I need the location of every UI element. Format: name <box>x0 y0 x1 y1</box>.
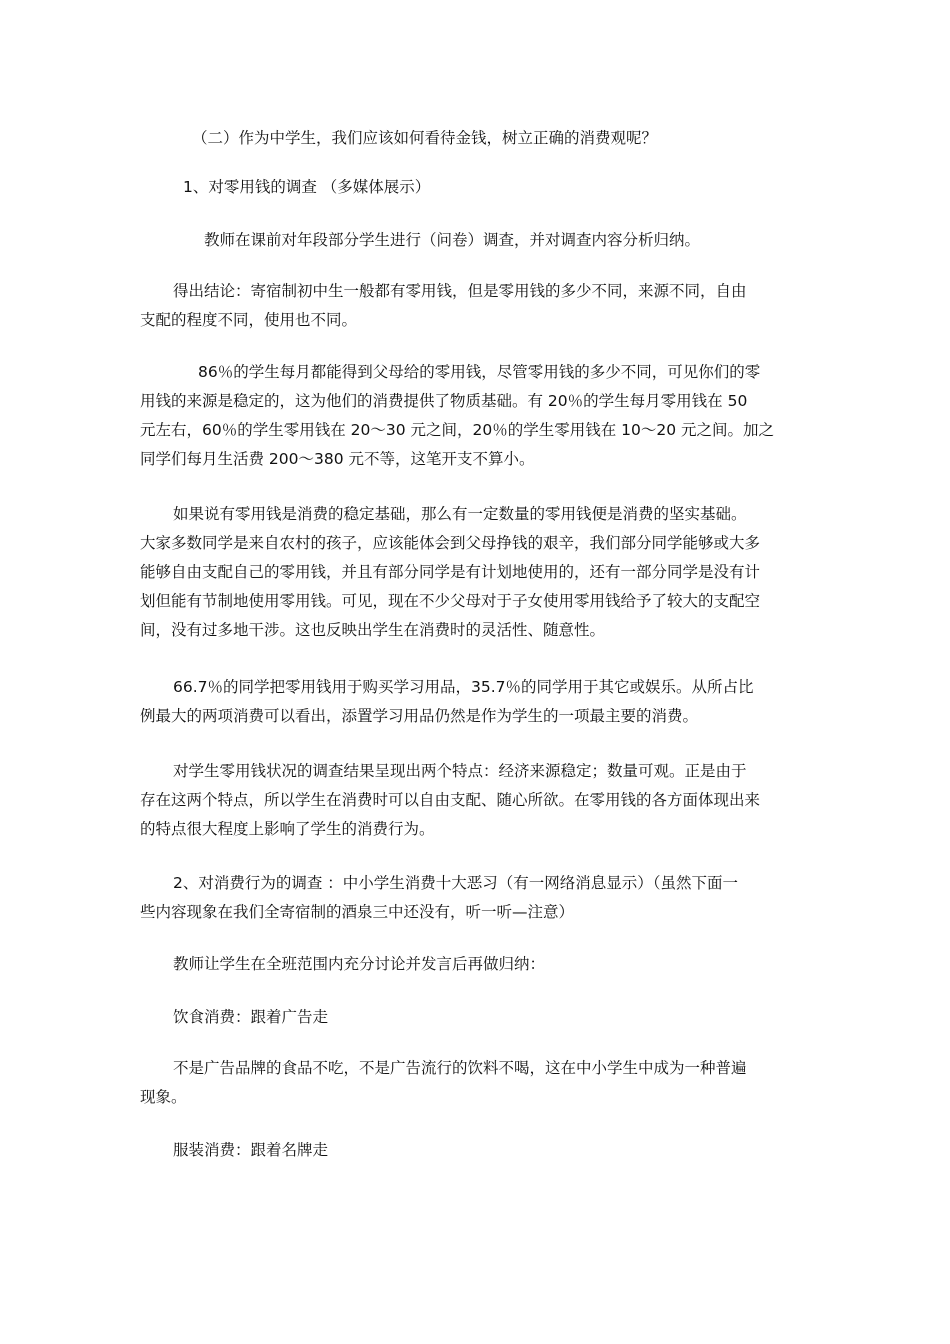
section-heading <box>192 124 862 153</box>
teacher-discuss-text: 教师让学生在全班范围内充分讨论并发言后再做归纳： <box>173 955 546 973</box>
paragraph-teacher-survey <box>204 226 874 255</box>
stats1-line: 元左右，60％的学生零用钱在 20～30 元之间，20％的学生零用钱在 10～20 元之间。加之 <box>140 421 775 439</box>
paragraph-features <box>140 757 810 844</box>
item2-line: 些内容现象在我们全寄宿制的酒泉三中还没有，听一听—注意） <box>140 903 575 921</box>
stats2-line: 66.7％的同学把零用钱用于购买学习用品，35.7％的同学用于其它或娱乐。从所占比 <box>173 678 754 696</box>
paragraph-foundation <box>140 500 810 645</box>
clothing-title <box>140 1136 810 1165</box>
clothing-title-text: 服装消费：跟着名牌走 <box>173 1141 329 1159</box>
item1-title <box>183 173 853 202</box>
features-line: 存在这两个特点，所以学生在消费时可以自由支配、随心所欲。在零用钱的各方面体现出来 <box>140 791 761 809</box>
foundation-line: 划但能有节制地使用零用钱。可见，现在不少父母对于子女使用零用钱给予了较大的支配空 <box>140 592 761 610</box>
food-line: 不是广告品牌的食品不吃，不是广告流行的饮料不喝，这在中小学生中成为一种普遍 <box>173 1059 747 1077</box>
conclusion-line: 支配的程度不同，使用也不同。 <box>140 311 358 329</box>
stats2-line: 例最大的两项消费可以看出，添置学习用品仍然是作为学生的一项最主要的消费。 <box>140 707 699 725</box>
paragraph-teacher-discuss <box>140 950 810 979</box>
item2-line: 2、对消费行为的调查 ：中小学生消费十大恶习（有一网络消息显示）（虽然下面一 <box>173 874 739 892</box>
food-line: 现象。 <box>140 1088 187 1106</box>
stats1-line: 86％的学生每月都能得到父母给的零用钱，尽管零用钱的多少不同，可见你们的零 <box>198 363 761 381</box>
paragraph-conclusion <box>140 277 810 335</box>
conclusion-line: 得出结论：寄宿制初中生一般都有零用钱，但是零用钱的多少不同，来源不同，自由 <box>173 282 747 300</box>
food-title <box>140 1003 810 1032</box>
foundation-line: 间，没有过多地干涉。这也反映出学生在消费时的灵活性、随意性。 <box>140 621 606 639</box>
foundation-line: 如果说有零用钱是消费的稳定基础，那么有一定数量的零用钱便是消费的坚实基础。 <box>173 505 747 523</box>
paragraph-stats-1 <box>140 358 810 474</box>
item1-title-text: 1、对零用钱的调查 （多媒体展示） <box>183 178 431 196</box>
stats1-line: 用钱的来源是稳定的，这为他们的消费提供了物质基础。有 20％的学生每月零用钱在 50 <box>140 392 748 410</box>
foundation-line: 大家多数同学是来自农村的孩子，应该能体会到父母挣钱的艰辛，我们部分同学能够或大多 <box>140 534 761 552</box>
teacher-survey-text: 教师在课前对年段部分学生进行（问卷）调查，并对调查内容分析归纳。 <box>204 231 701 249</box>
foundation-line: 能够自由支配自己的零用钱，并且有部分同学是有计划地使用的，还有一部分同学是没有计 <box>140 563 761 581</box>
item2-paragraph <box>140 869 810 927</box>
features-line: 对学生零用钱状况的调查结果呈现出两个特点：经济来源稳定；数量可观。正是由于 <box>173 762 747 780</box>
section-heading-text: （二）作为中学生，我们应该如何看待金钱，树立正确的消费观呢？ <box>192 129 658 147</box>
paragraph-food <box>140 1054 810 1112</box>
features-line: 的特点很大程度上影响了学生的消费行为。 <box>140 820 435 838</box>
paragraph-stats-2 <box>140 673 810 731</box>
food-title-text: 饮食消费：跟着广告走 <box>173 1008 329 1026</box>
stats1-line: 同学们每月生活费 200～380 元不等，这笔开支不算小。 <box>140 450 535 468</box>
